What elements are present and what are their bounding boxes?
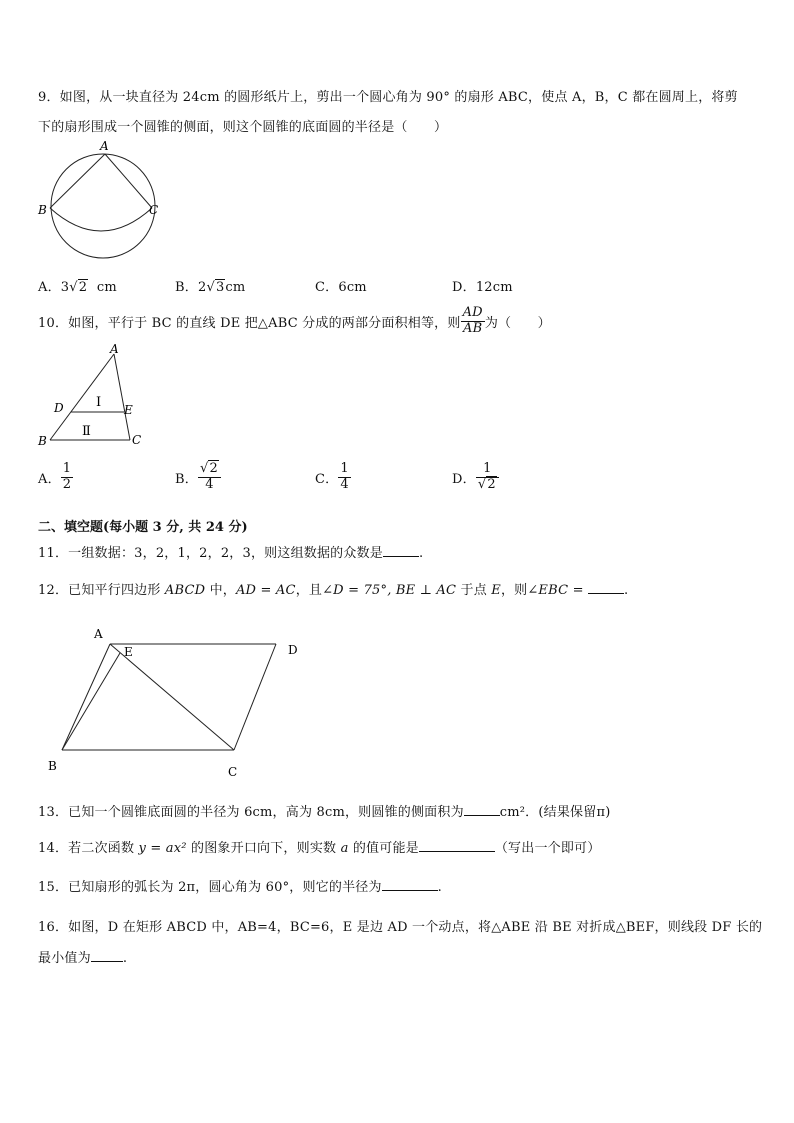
q10-option-c-label: C．	[315, 471, 339, 487]
q9-option-a-coef: 3	[60, 280, 70, 295]
q12-text-3: ，且	[295, 583, 323, 598]
q12-eq-ebc: ∠EBC =	[527, 583, 584, 598]
q12-eq-angle: ∠D = 75°, BE ⊥ AC	[322, 583, 457, 598]
q10-option-a-frac	[61, 462, 73, 493]
q10-option-c-frac	[338, 462, 350, 493]
q10-fraction-den: AB	[463, 320, 483, 336]
q13-text: 13．已知一个圆锥底面圆的半径为 6cm，高为 8cm，则圆锥的侧面积为	[38, 805, 464, 820]
q9-option-b	[175, 276, 245, 295]
q10-option-a-num: 1	[62, 461, 72, 476]
q9-option-a-label: A．	[38, 280, 61, 295]
q9-line1: 9．如图，从一块直径为 24cm 的圆形纸片上，剪出一个圆心角为 90° 的扇形 ABC，使点 A，B，C 都在圆周上，将剪	[38, 90, 738, 105]
q10-option-c-den: 4	[340, 476, 349, 492]
q9-option-b-coef: 2	[197, 280, 207, 295]
q14-function: y = ax²	[138, 841, 187, 856]
q11-answer-blank[interactable]	[383, 544, 419, 557]
q12-text-4: 于点	[456, 583, 492, 598]
q14-text-3: 的值可能是	[348, 841, 419, 856]
q10-label-b: B	[38, 434, 47, 448]
section-title-fill-in: 二、填空题(每小题 3 分, 共 24 分)	[38, 520, 248, 535]
q16-line2	[38, 947, 127, 966]
q15-end: .	[437, 880, 443, 895]
q10-option-d-den: √2	[477, 476, 496, 492]
q10-option-d-label: D．	[452, 471, 476, 487]
q12-point-e: E	[491, 583, 501, 598]
q11-text: 11．一组数据：3，2，1，2，2，3，则这组数据的众数是	[38, 546, 383, 561]
q10-fraction	[461, 306, 485, 337]
q16-line2-text: 最小值为	[38, 951, 91, 966]
q15-text: 15．已知扇形的弧长为 2π，圆心角为 60°，则它的半径为	[38, 880, 382, 895]
q9-option-b-radicand: 3	[215, 280, 225, 295]
q9-label-a: A	[100, 139, 109, 153]
q12-label-d: D	[288, 643, 298, 657]
q16-answer-blank[interactable]	[91, 949, 123, 962]
q9-circle-figure	[30, 136, 170, 266]
q10-option-d-radicand: 2	[487, 476, 496, 492]
q12-parallelogram-figure	[40, 622, 320, 782]
q14-text-1: 14．若二次函数	[38, 841, 139, 856]
q10-label-c: C	[132, 433, 142, 447]
q9-option-b-unit: cm	[225, 280, 246, 295]
q12-abcd: ABCD	[164, 583, 206, 598]
q9-option-a	[38, 276, 117, 295]
q10-region-1: Ⅰ	[96, 395, 102, 410]
q10-region-2: Ⅱ	[82, 424, 91, 439]
q9-option-c: C．6cm	[315, 280, 367, 295]
q9-option-a-unit: cm	[96, 280, 117, 295]
q14-tail: （写出一个即可）	[494, 841, 601, 856]
q15-answer-blank[interactable]	[382, 878, 438, 891]
q10-option-b-den: 4	[205, 476, 214, 492]
q10-fraction-num: AD	[462, 305, 483, 320]
q12-answer-blank[interactable]	[588, 581, 624, 594]
q12-end: .	[624, 583, 629, 598]
q12-label-b: B	[48, 759, 57, 773]
q13	[38, 801, 610, 820]
q15	[38, 876, 442, 895]
q16-line1: 16．如图，D 在矩形 ABCD 中，AB=4，BC=6，E 是边 AD 一个动点，将△ABE 沿 BE 对折成△BEF，则线段 DF 长的	[38, 920, 763, 935]
q10-label-a: A	[110, 342, 119, 356]
q14-var-a: a	[340, 841, 349, 856]
q16-end: .	[122, 951, 128, 966]
q10-text-b: 为（ ）	[484, 315, 551, 331]
q12-label-a: A	[94, 627, 103, 641]
q10-triangle-figure	[34, 340, 154, 450]
q10-option-b-label: B．	[175, 471, 198, 487]
q10-label-d: D	[54, 401, 64, 415]
q10-option-c-num: 1	[340, 461, 349, 476]
q9-option-b-sqrt: √3	[206, 280, 225, 295]
q10-option-a-label: A．	[38, 471, 61, 487]
q11	[38, 542, 423, 561]
q10-option-a-den: 2	[62, 476, 72, 492]
q10-option-d-num: 1	[476, 462, 499, 478]
q12-label-e: E	[124, 645, 133, 659]
q10-option-b-frac	[198, 462, 221, 493]
q12-label-c: C	[228, 765, 238, 779]
q10-option-b-num: √2	[198, 462, 221, 478]
q12-eq-ad-ac: AD = AC	[235, 583, 296, 598]
q9-line2: 下的扇形围成一个圆锥的侧面，则这个圆锥的底面圆的半径是（ ）	[38, 120, 448, 135]
q10-option-d	[452, 462, 499, 493]
q9-option-a-radicand: 2	[78, 280, 88, 295]
q11-end: .	[418, 546, 424, 561]
q9-label-c: C	[149, 203, 159, 217]
q12-text-5: ，则	[500, 583, 528, 598]
q13-unit: cm²．(结果保留π)	[499, 805, 611, 820]
q10-option-d-frac	[476, 462, 499, 493]
q13-answer-blank[interactable]	[464, 803, 500, 816]
q10-label-e: E	[124, 403, 133, 417]
q10-stem	[38, 306, 551, 337]
q9-option-b-label: B．	[175, 280, 198, 295]
q9-label-b: B	[38, 203, 47, 217]
q14	[38, 837, 600, 856]
q10-text-a: 10．如图，平行于 BC 的直线 DE 把△ABC 分成的两部分面积相等，则	[38, 315, 461, 331]
q10-option-b	[175, 462, 221, 493]
q12-text-2: 中，	[205, 583, 236, 598]
q9-option-a-sqrt: √2	[69, 280, 88, 295]
q14-text-2: 的图象开口向下，则实数	[186, 841, 341, 856]
q9-option-d: D．12cm	[452, 280, 513, 295]
q10-option-c	[315, 462, 351, 493]
q14-answer-blank[interactable]	[419, 839, 495, 852]
q12-text-1: 12．已知平行四边形	[38, 583, 165, 598]
q12-stem	[38, 579, 628, 598]
q10-option-a	[38, 462, 73, 493]
q10-option-b-radicand: 2	[209, 461, 218, 476]
